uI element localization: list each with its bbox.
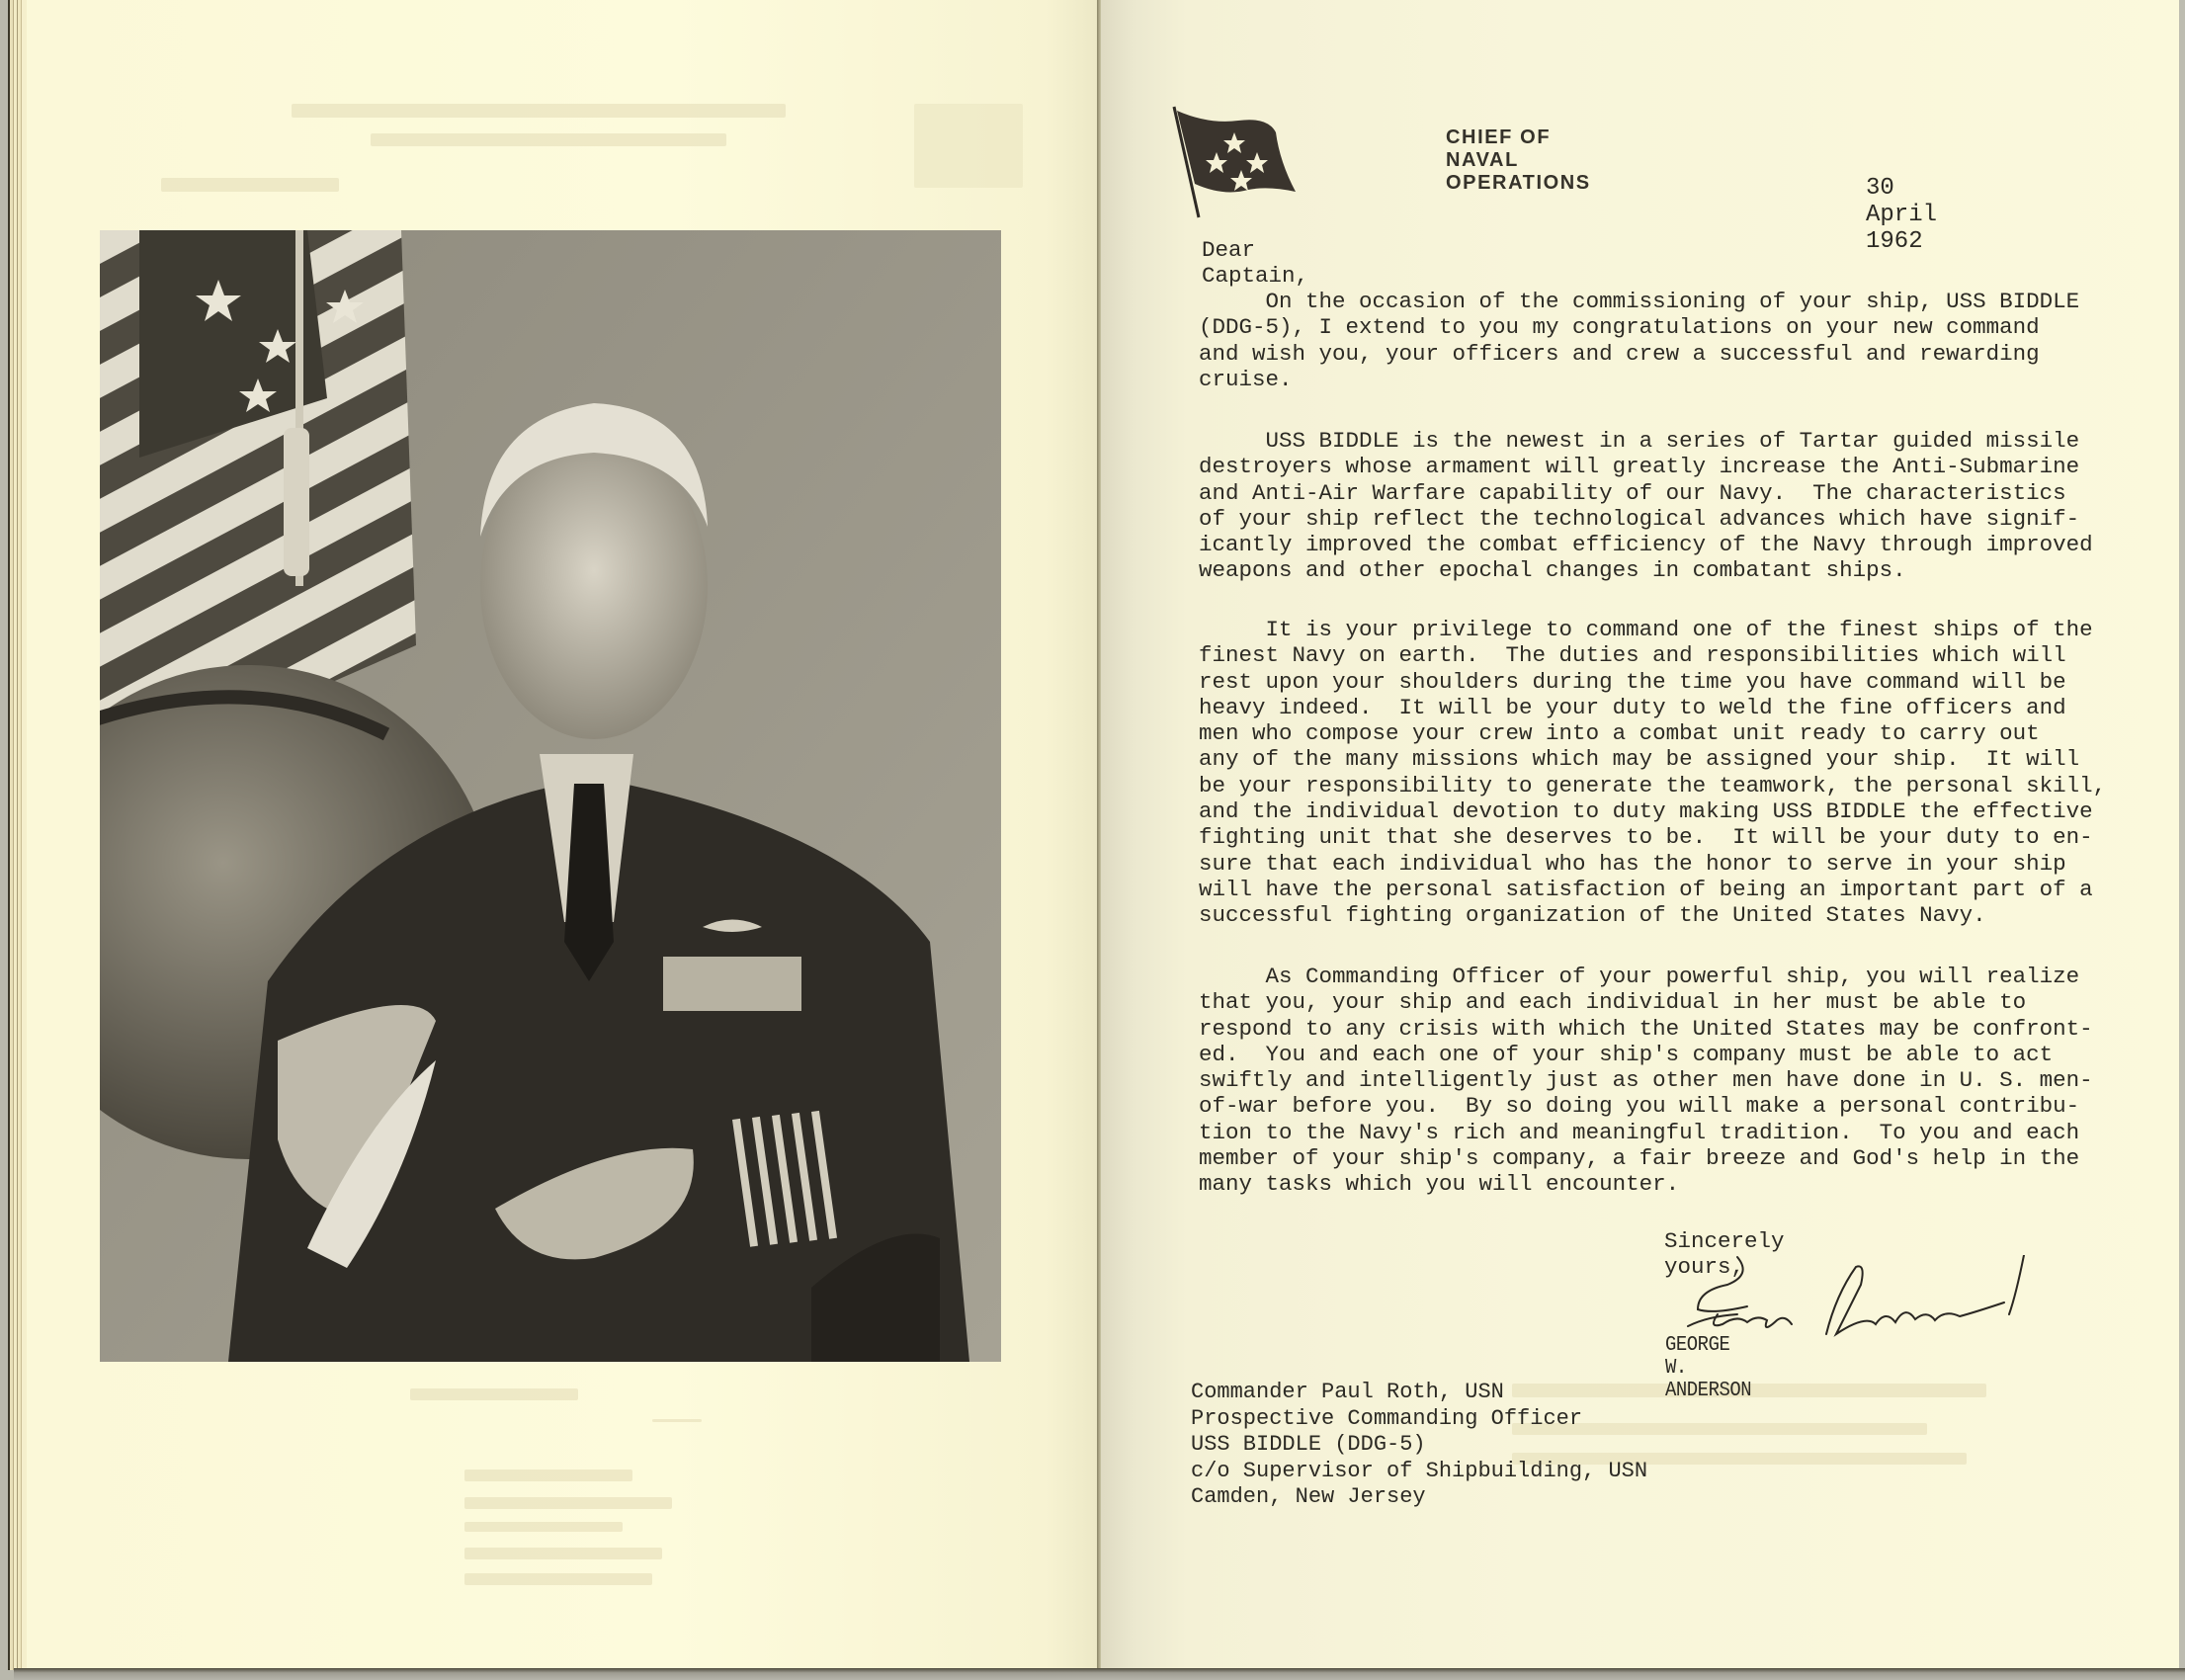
letter-date: 30 April 1962 (1866, 175, 1938, 255)
paragraph-3: It is your privilege to command one of the finest ships of the finest Navy on earth. The duties and responsibilities which will rest upon your shoulders during the time you have command will be heavy indeed. It will be your duty to weld the fine officers and men who compose your crew into a combat unit ready to carry out any of the many missions which may be assigned your ship. It will be your responsibility to generate the teamwork, the personal skill, and the individual devotion to duty making USS BIDDLE the effective fighting unit that she deserves to be. It will be your duty to en- sure that each individual who has the honor to serve in your ship will have the personal satisfaction of being an important part of a successful fighting organization of the United States Navy. (1199, 617, 2107, 929)
address-line: Camden, New Jersey (1191, 1484, 1426, 1509)
address-line: USS BIDDLE (DDG-5) (1191, 1432, 1426, 1457)
four-star-flag-icon (1169, 103, 1298, 219)
paragraph-4: As Commanding Officer of your powerful ship, you will realize that you, your ship and each individual in her must be able to respond to any crisis with which the United States may be confront- ed. You and each one of your ship's company must be able to act swiftly and intelligently just as other men have done in U. S. men- of-war before you. By so doing you will make a personal contribu- tion to the Navy's rich and meaningful tradition. To you and each member of your ship's company, a fair breeze and God's help in the many tasks which you will encounter. (1199, 964, 2093, 1198)
closing: Sincerely yours, (1664, 1228, 1785, 1280)
recipient-address (1191, 1380, 1647, 1511)
letterhead-title: CHIEF OF NAVAL OPERATIONS (1446, 126, 1591, 194)
signer-name: GEORGE W. ANDERSON (1665, 1334, 1752, 1402)
address-line: c/o Supervisor of Shipbuilding, USN (1191, 1458, 1648, 1483)
handwritten-signature (1668, 1255, 2044, 1344)
address-line: Prospective Commanding Officer (1191, 1405, 1583, 1431)
salutation: Dear Captain, (1202, 237, 1309, 289)
book-spine (1097, 0, 1101, 1672)
admiral-portrait-photo (100, 230, 1001, 1362)
address-line: Commander Paul Roth, USN (1191, 1380, 1504, 1404)
paragraph-2: USS BIDDLE is the newest in a series of Tartar guided missile destroyers whose armament will greatly increase the Anti-Submarine and Anti-Air Warfare capability of our Navy. The characteristics of your ship reflect the technological advances which have signif- icantly improved the combat efficiency of the Navy through improved weapons and other epochal changes in combatant ships. (1199, 428, 2093, 584)
paragraph-1: On the occasion of the commissioning of your ship, USS BIDDLE (DDG-5), I extend to you my congratulations on your new command and wish you, your officers and crew a successful and rewarding cruise. (1199, 289, 2080, 392)
portrait-illustration (100, 230, 1001, 1362)
bottom-edge-shadow (14, 1668, 2185, 1680)
